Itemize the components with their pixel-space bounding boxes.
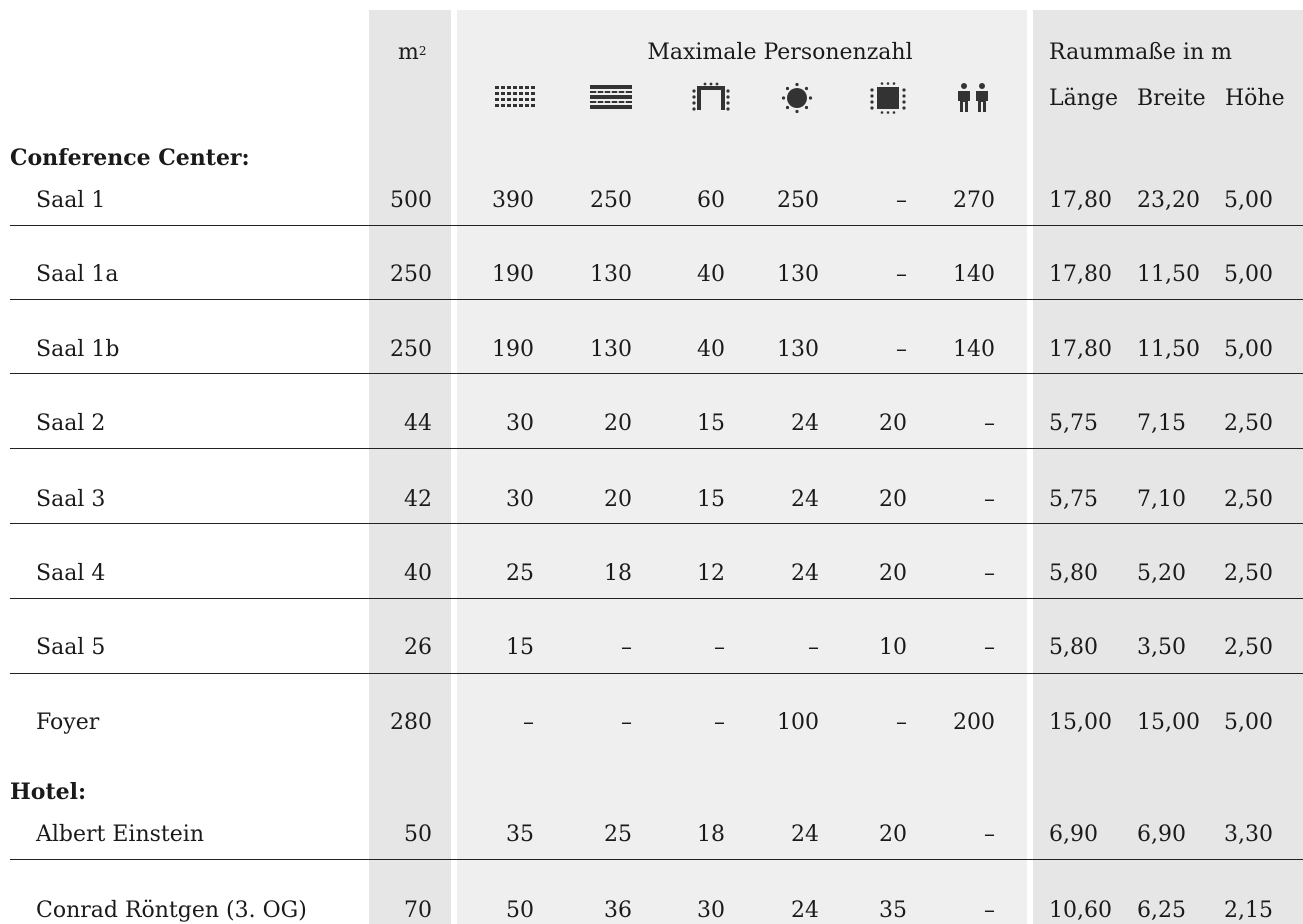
capacity-cell: 30 bbox=[506, 487, 534, 512]
capacity-cell: 250 bbox=[777, 188, 819, 213]
capacity-cell: 130 bbox=[590, 262, 632, 287]
dimension-cell: 5,80 bbox=[1049, 561, 1098, 586]
capacity-cell: 35 bbox=[879, 898, 907, 923]
dimension-cell: 23,20 bbox=[1137, 188, 1200, 213]
capacity-cell: – bbox=[714, 635, 725, 660]
dimension-cell: 15,00 bbox=[1137, 710, 1200, 735]
max-persons-header: Maximale Personenzahl bbox=[647, 40, 913, 65]
dimension-cell: 17,80 bbox=[1049, 262, 1112, 287]
capacity-cell: 20 bbox=[604, 411, 632, 436]
room-name: Albert Einstein bbox=[36, 822, 204, 847]
capacity-cell: 140 bbox=[953, 262, 995, 287]
capacity-cell: – bbox=[621, 710, 632, 735]
capacity-cell: – bbox=[714, 710, 725, 735]
dimension-cell: 11,50 bbox=[1137, 337, 1200, 362]
capacity-cell: 36 bbox=[604, 898, 632, 923]
section-title-hotel: Hotel: bbox=[10, 779, 87, 805]
area-cell: 26 bbox=[404, 635, 432, 660]
row-divider bbox=[10, 225, 1303, 226]
capacity-cell: 20 bbox=[879, 487, 907, 512]
capacity-cell: 24 bbox=[791, 822, 819, 847]
capacity-cell: 24 bbox=[791, 487, 819, 512]
dimension-cell: 6,90 bbox=[1137, 822, 1186, 847]
capacity-cell: 15 bbox=[697, 411, 725, 436]
dimension-cell: 5,00 bbox=[1224, 188, 1273, 213]
dimension-cell: 11,50 bbox=[1137, 262, 1200, 287]
row-divider bbox=[10, 373, 1303, 374]
area-column-band bbox=[369, 10, 451, 924]
capacity-cell: – bbox=[896, 710, 907, 735]
row-divider bbox=[10, 598, 1303, 599]
capacity-cell: 24 bbox=[791, 898, 819, 923]
room-name: Saal 1 bbox=[36, 188, 106, 213]
area-cell: 250 bbox=[390, 262, 432, 287]
area-cell: 42 bbox=[404, 487, 432, 512]
dimension-cell: 15,00 bbox=[1049, 710, 1112, 735]
dimension-cell: 17,80 bbox=[1049, 337, 1112, 362]
area-cell: 280 bbox=[390, 710, 432, 735]
row-divider bbox=[10, 523, 1303, 524]
room-name: Saal 1a bbox=[36, 262, 119, 287]
width-header: Breite bbox=[1137, 86, 1206, 111]
capacity-cell: 190 bbox=[492, 262, 534, 287]
boardroom-icon bbox=[864, 82, 912, 114]
capacity-cell: – bbox=[896, 262, 907, 287]
capacity-cell: 18 bbox=[604, 561, 632, 586]
dimension-cell: 17,80 bbox=[1049, 188, 1112, 213]
capacity-cell: – bbox=[621, 635, 632, 660]
dimension-cell: 10,60 bbox=[1049, 898, 1112, 923]
capacity-cell: 18 bbox=[697, 822, 725, 847]
dimension-cell: 2,50 bbox=[1224, 635, 1273, 660]
capacity-cell: 24 bbox=[791, 411, 819, 436]
capacity-cell: – bbox=[984, 898, 995, 923]
capacity-cell: 100 bbox=[777, 710, 819, 735]
dimension-cell: 2,50 bbox=[1224, 411, 1273, 436]
banquet-round-icon bbox=[773, 82, 821, 114]
capacity-cell: 20 bbox=[879, 561, 907, 586]
dimensions-column-band bbox=[1033, 10, 1303, 924]
capacity-cell: – bbox=[523, 710, 534, 735]
dimension-cell: 3,50 bbox=[1137, 635, 1186, 660]
row-divider bbox=[10, 859, 1303, 860]
area-cell: 70 bbox=[404, 898, 432, 923]
dimension-cell: 7,15 bbox=[1137, 411, 1186, 436]
capacity-cell: – bbox=[984, 411, 995, 436]
area-cell: 500 bbox=[390, 188, 432, 213]
dimension-cell: 2,50 bbox=[1224, 487, 1273, 512]
capacity-cell: 50 bbox=[506, 898, 534, 923]
dimension-cell: 5,75 bbox=[1049, 487, 1098, 512]
row-divider bbox=[10, 673, 1303, 674]
area-header: $m^2$ bbox=[398, 40, 427, 65]
capacity-cell: 25 bbox=[604, 822, 632, 847]
capacity-cell: 140 bbox=[953, 337, 995, 362]
theater-seating-icon bbox=[491, 82, 539, 114]
capacity-cell: 10 bbox=[879, 635, 907, 660]
dimension-cell: 7,10 bbox=[1137, 487, 1186, 512]
dimension-cell: 3,30 bbox=[1224, 822, 1273, 847]
classroom-seating-icon bbox=[587, 82, 635, 114]
capacity-cell: 270 bbox=[953, 188, 995, 213]
capacity-column-band bbox=[457, 10, 1027, 924]
capacity-cell: 200 bbox=[953, 710, 995, 735]
room-name: Saal 2 bbox=[36, 411, 106, 436]
room-name: Saal 3 bbox=[36, 487, 106, 512]
capacity-cell: – bbox=[896, 337, 907, 362]
capacity-cell: – bbox=[984, 487, 995, 512]
room-name: Foyer bbox=[36, 710, 100, 735]
capacity-cell: – bbox=[984, 561, 995, 586]
area-cell: 50 bbox=[404, 822, 432, 847]
dimension-cell: 6,90 bbox=[1049, 822, 1098, 847]
dimension-cell: 5,75 bbox=[1049, 411, 1098, 436]
dimension-cell: 5,00 bbox=[1224, 262, 1273, 287]
room-dimensions-header: Raummaße in m bbox=[1049, 40, 1232, 65]
capacity-cell: 30 bbox=[506, 411, 534, 436]
capacity-cell: 130 bbox=[777, 337, 819, 362]
capacity-cell: 20 bbox=[879, 411, 907, 436]
room-name: Saal 5 bbox=[36, 635, 106, 660]
dimension-cell: 5,80 bbox=[1049, 635, 1098, 660]
capacity-cell: 250 bbox=[590, 188, 632, 213]
capacity-cell: 12 bbox=[697, 561, 725, 586]
capacity-cell: 30 bbox=[697, 898, 725, 923]
capacity-cell: 15 bbox=[506, 635, 534, 660]
capacity-cell: 60 bbox=[697, 188, 725, 213]
u-shape-seating-icon bbox=[687, 82, 735, 114]
standing-reception-icon bbox=[949, 82, 997, 114]
capacity-cell: 40 bbox=[697, 262, 725, 287]
section-title-conference-center: Conference Center: bbox=[10, 145, 250, 171]
row-divider bbox=[10, 299, 1303, 300]
capacity-cell: 35 bbox=[506, 822, 534, 847]
dimension-cell: 5,00 bbox=[1224, 337, 1273, 362]
capacity-cell: 25 bbox=[506, 561, 534, 586]
capacity-cell: 130 bbox=[777, 262, 819, 287]
capacity-cell: 40 bbox=[697, 337, 725, 362]
capacity-cell: – bbox=[984, 822, 995, 847]
capacity-cell: – bbox=[896, 188, 907, 213]
capacity-cell: 15 bbox=[697, 487, 725, 512]
room-name: Conrad Röntgen (3. OG) bbox=[36, 898, 307, 923]
capacity-cell: 24 bbox=[791, 561, 819, 586]
capacity-cell: 190 bbox=[492, 337, 534, 362]
area-cell: 40 bbox=[404, 561, 432, 586]
room-name: Saal 1b bbox=[36, 337, 120, 362]
capacity-cell: – bbox=[808, 635, 819, 660]
dimension-cell: 6,25 bbox=[1137, 898, 1186, 923]
row-divider bbox=[10, 448, 1303, 449]
room-name: Saal 4 bbox=[36, 561, 106, 586]
capacity-cell: 130 bbox=[590, 337, 632, 362]
area-cell: 250 bbox=[390, 337, 432, 362]
capacity-cell: 390 bbox=[492, 188, 534, 213]
capacity-cell: – bbox=[984, 635, 995, 660]
area-cell: 44 bbox=[404, 411, 432, 436]
capacity-cell: 20 bbox=[604, 487, 632, 512]
dimension-cell: 5,00 bbox=[1224, 710, 1273, 735]
length-header: Länge bbox=[1049, 86, 1118, 111]
dimension-cell: 2,15 bbox=[1224, 898, 1273, 923]
height-header: Höhe bbox=[1225, 86, 1285, 111]
dimension-cell: 2,50 bbox=[1224, 561, 1273, 586]
capacity-cell: 20 bbox=[879, 822, 907, 847]
dimension-cell: 5,20 bbox=[1137, 561, 1186, 586]
